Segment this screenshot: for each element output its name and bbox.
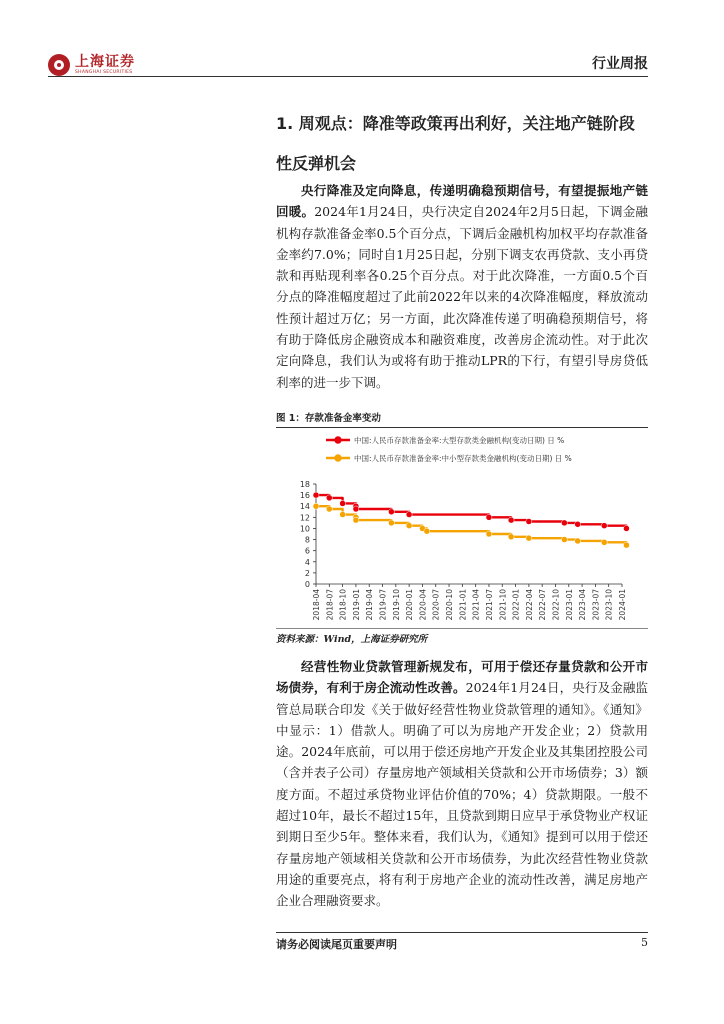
x-tick-label: 2018-10 bbox=[338, 589, 348, 621]
footer-divider bbox=[276, 932, 648, 933]
data-point bbox=[340, 512, 346, 518]
x-tick-label: 2019-10 bbox=[391, 589, 401, 621]
data-point bbox=[406, 512, 412, 518]
data-point bbox=[313, 492, 319, 498]
y-tick-label: 14 bbox=[299, 502, 310, 512]
legend-swatch-marker bbox=[335, 437, 341, 443]
x-tick-label: 2023-10 bbox=[604, 589, 614, 621]
x-tick-label: 2021-10 bbox=[498, 589, 508, 621]
data-point bbox=[623, 525, 629, 531]
data-point bbox=[575, 521, 581, 527]
figure-title: 图 1：存款准备金率变动 bbox=[276, 410, 648, 428]
paragraph-lead: 经营性物业贷款管理新规发布，可用于偿还存量贷款和公开市场债券，有利于房企流动性改善。 bbox=[276, 659, 648, 696]
data-point bbox=[313, 503, 319, 509]
x-tick-label: 2020-07 bbox=[431, 589, 441, 621]
data-point bbox=[623, 542, 629, 548]
data-point bbox=[326, 506, 332, 512]
y-tick-label: 18 bbox=[299, 480, 310, 489]
data-point bbox=[561, 520, 567, 526]
header-divider bbox=[48, 76, 648, 77]
data-point bbox=[388, 509, 394, 515]
x-tick-label: 2021-01 bbox=[458, 589, 468, 621]
y-tick-label: 4 bbox=[304, 557, 310, 567]
y-tick-label: 2 bbox=[304, 568, 310, 578]
section-title: 1. 周观点：降准等政策再出利好，关注地产链阶段性反弹机会 bbox=[276, 114, 635, 173]
data-point bbox=[326, 495, 332, 501]
data-point bbox=[388, 520, 394, 526]
x-tick-label: 2021-07 bbox=[484, 589, 494, 621]
data-point bbox=[561, 537, 567, 543]
x-tick-label: 2024-01 bbox=[618, 589, 627, 621]
x-tick-label: 2020-01 bbox=[405, 589, 415, 621]
figure-source: 资料来源：Wind，上海证券研究所 bbox=[276, 628, 648, 645]
legend-swatch-marker bbox=[335, 455, 341, 461]
y-tick-label: 12 bbox=[299, 513, 310, 523]
y-tick-label: 6 bbox=[304, 546, 310, 556]
rrr-line-chart bbox=[276, 428, 648, 628]
company-logo bbox=[48, 54, 135, 76]
data-point bbox=[424, 528, 430, 534]
legend-label: 中国:人民币存款准备金率:大型存款类金融机构(变动日期) 日 % bbox=[354, 436, 565, 445]
data-point bbox=[508, 534, 514, 540]
data-point bbox=[406, 523, 412, 529]
legend-label: 中国:人民币存款准备金率:中小型存款类金融机构(变动日期) 日 % bbox=[354, 454, 572, 463]
paragraph-property-loan bbox=[276, 656, 648, 912]
x-tick-label: 2020-10 bbox=[445, 589, 455, 621]
paragraph-lead: 央行降准及定向降息，传递明确稳预期信号，有望提振地产链回暖。 bbox=[276, 183, 648, 220]
logo-emblem-icon bbox=[48, 54, 70, 76]
x-tick-label: 2023-01 bbox=[564, 589, 574, 621]
paragraph-body: 2024年1月24日，央行及金融监管总局联合印发《关于做好经营性物业贷款管理的通知》。《通知》中显示：1）借款人。明确了可以为房地产开发企业；2）贷款用途。2024年底前，可以用于偿还房地产开发企业及其集团控股公司（含并表子公司）存量房地产领域相关贷款和公开市场债券；3）额度方面。不超过承贷物业评估价值的70%；4）贷款期限。一般不超过10年，最长不超过15年，且贷款到期日应早于承贷物业产权证到期日至少5年。整体来看，我们认为，《通知》提到可以用于偿还存量房地产领域相关贷款和公开市场债券，为此次经营性物业贷款用途的重要亮点，将有利于房地产企业的流动性改善，满足房地产企业合理融资要求。 bbox=[276, 680, 648, 909]
data-point bbox=[601, 539, 607, 545]
x-tick-label: 2018-04 bbox=[312, 589, 321, 621]
x-tick-label: 2018-07 bbox=[325, 589, 335, 621]
page-number: 5 bbox=[641, 936, 648, 949]
paragraph-rrr-cut bbox=[276, 180, 648, 393]
report-type-label: 行业周报 bbox=[592, 56, 648, 72]
data-point bbox=[340, 500, 346, 506]
data-point bbox=[508, 517, 514, 523]
y-tick-label: 10 bbox=[299, 524, 310, 534]
x-tick-label: 2022-04 bbox=[524, 589, 534, 621]
x-tick-label: 2023-04 bbox=[578, 589, 588, 621]
data-point bbox=[601, 523, 607, 529]
data-point bbox=[486, 514, 492, 520]
x-tick-label: 2022-10 bbox=[551, 589, 561, 621]
x-tick-label: 2022-07 bbox=[538, 589, 548, 621]
x-tick-label: 2021-04 bbox=[471, 589, 481, 621]
x-tick-label: 2022-01 bbox=[511, 589, 521, 621]
y-tick-label: 16 bbox=[299, 491, 310, 501]
y-tick-label: 8 bbox=[304, 535, 310, 545]
data-point bbox=[486, 531, 492, 537]
page-header bbox=[48, 50, 648, 78]
paragraph-body: 2024年1月24日，央行决定自2024年2月5日起，下调金融机构存款准备金率0.5个百分点，下调后金融机构加权平均存款准备金率约7.0%；同时自1月25日起，分别下调支农再贷款、支小再贷款和再贴现利率各0.25个百分点。对于此次降准，一方面0.5个百分点的降准幅度超过了此前2022年以来的4次降准幅度，释放流动性预计超过万亿；另一方面，此次降准传递了明确稳预期信号，将有助于降低房企融资成本和融资难度，改善房企流动性。对于此次定向降息，我们认为或将有助于推动LPR的下行，有望引导房贷低利率的进一步下调。 bbox=[276, 204, 648, 390]
x-tick-label: 2019-04 bbox=[365, 589, 375, 621]
data-point bbox=[575, 538, 581, 544]
data-point bbox=[353, 506, 359, 512]
data-point bbox=[526, 519, 532, 525]
logo-name-cn: 上海证券 bbox=[75, 53, 135, 70]
data-point bbox=[353, 517, 359, 523]
disclaimer-note: 请务必阅读尾页重要声明 bbox=[276, 938, 397, 951]
x-tick-label: 2019-01 bbox=[351, 589, 361, 621]
logo-name-en: SHANGHAI SECURITIES bbox=[75, 69, 133, 75]
data-point bbox=[526, 535, 532, 541]
x-tick-label: 2019-07 bbox=[378, 589, 388, 621]
y-tick-label: 0 bbox=[304, 580, 310, 589]
x-tick-label: 2020-04 bbox=[418, 589, 428, 621]
x-tick-label: 2023-07 bbox=[591, 589, 601, 621]
